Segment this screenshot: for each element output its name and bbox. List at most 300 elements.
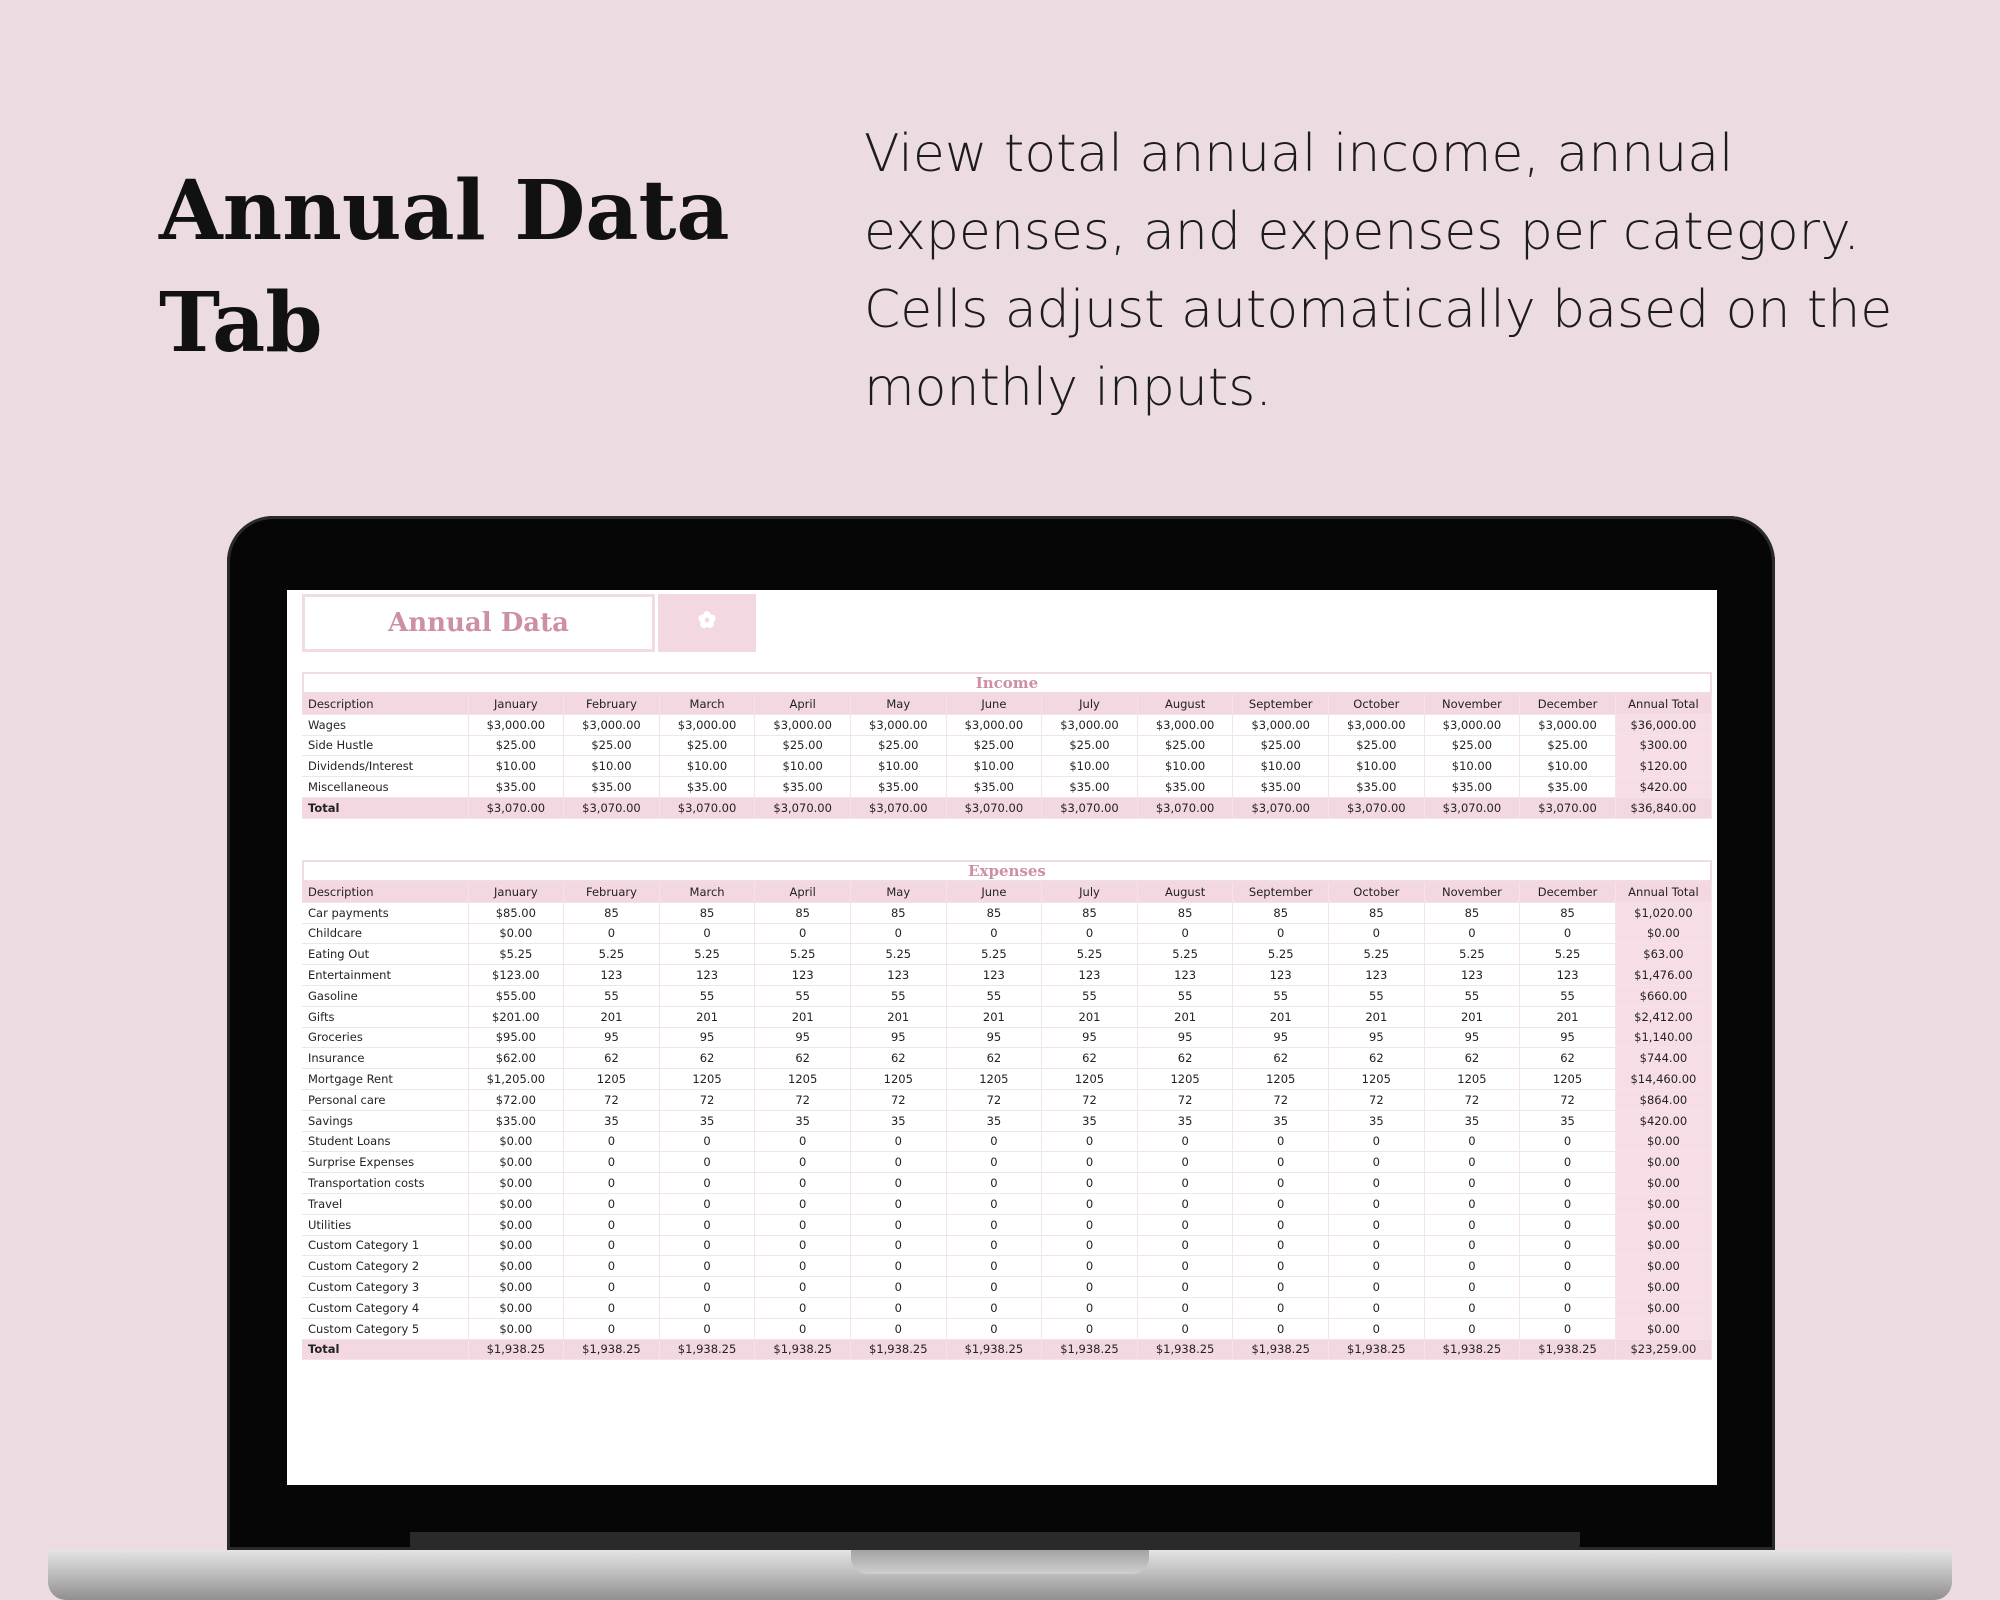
table-cell[interactable]: 123 xyxy=(1233,965,1329,986)
table-cell[interactable]: 85 xyxy=(1137,902,1233,923)
table-cell[interactable]: 0 xyxy=(850,1173,946,1194)
table-cell[interactable]: 123 xyxy=(1520,965,1616,986)
table-cell[interactable]: 0 xyxy=(850,1131,946,1152)
table-cell[interactable]: 0 xyxy=(564,1277,660,1298)
table-cell[interactable]: $10.00 xyxy=(1424,756,1520,777)
table-cell[interactable]: $25.00 xyxy=(755,735,851,756)
table-cell[interactable]: 0 xyxy=(564,1297,660,1318)
table-cell[interactable]: 62 xyxy=(1042,1048,1138,1069)
row-label[interactable]: Savings xyxy=(302,1110,468,1131)
row-label[interactable]: Custom Category 1 xyxy=(302,1235,468,1256)
table-cell[interactable]: $95.00 xyxy=(468,1027,564,1048)
table-cell[interactable]: $25.00 xyxy=(946,735,1042,756)
table-cell[interactable]: 1205 xyxy=(1329,1069,1425,1090)
total-cell[interactable]: $1,938.25 xyxy=(1520,1339,1616,1360)
row-label[interactable]: Gasoline xyxy=(302,985,468,1006)
table-cell[interactable]: $1,020.00 xyxy=(1615,902,1711,923)
total-cell[interactable]: $1,938.25 xyxy=(1329,1339,1425,1360)
row-label[interactable]: Utilities xyxy=(302,1214,468,1235)
total-cell[interactable]: $3,070.00 xyxy=(564,797,660,818)
table-cell[interactable]: $0.00 xyxy=(1615,923,1711,944)
table-cell[interactable]: 0 xyxy=(755,1214,851,1235)
total-cell[interactable]: $1,938.25 xyxy=(1233,1339,1329,1360)
table-cell[interactable]: 201 xyxy=(946,1006,1042,1027)
table-cell[interactable]: 0 xyxy=(850,923,946,944)
table-cell[interactable]: 72 xyxy=(755,1089,851,1110)
table-cell[interactable]: $0.00 xyxy=(468,1318,564,1339)
table-cell[interactable]: $35.00 xyxy=(468,777,564,798)
table-cell[interactable]: 85 xyxy=(1329,902,1425,923)
table-cell[interactable]: 72 xyxy=(659,1089,755,1110)
table-cell[interactable]: $5.25 xyxy=(468,944,564,965)
table-cell[interactable]: 123 xyxy=(1042,965,1138,986)
table-cell[interactable]: $0.00 xyxy=(1615,1152,1711,1173)
table-cell[interactable]: 72 xyxy=(850,1089,946,1110)
table-cell[interactable]: $0.00 xyxy=(468,1214,564,1235)
total-cell[interactable]: $3,070.00 xyxy=(659,797,755,818)
table-cell[interactable]: $35.00 xyxy=(1233,777,1329,798)
table-cell[interactable]: $0.00 xyxy=(468,1131,564,1152)
table-cell[interactable]: $10.00 xyxy=(850,756,946,777)
table-cell[interactable]: 0 xyxy=(1137,923,1233,944)
table-cell[interactable]: 0 xyxy=(659,1256,755,1277)
table-cell[interactable]: 0 xyxy=(1233,1318,1329,1339)
table-cell[interactable]: 0 xyxy=(1137,1173,1233,1194)
table-cell[interactable]: $0.00 xyxy=(1615,1131,1711,1152)
table-cell[interactable]: $3,000.00 xyxy=(1042,714,1138,735)
table-cell[interactable]: $14,460.00 xyxy=(1615,1069,1711,1090)
total-cell[interactable]: $1,938.25 xyxy=(659,1339,755,1360)
table-cell[interactable]: 0 xyxy=(1137,1235,1233,1256)
table-cell[interactable]: $123.00 xyxy=(468,965,564,986)
total-cell[interactable]: $1,938.25 xyxy=(755,1339,851,1360)
table-cell[interactable]: $35.00 xyxy=(850,777,946,798)
row-label[interactable]: Dividends/Interest xyxy=(302,756,468,777)
table-cell[interactable]: 0 xyxy=(755,1152,851,1173)
row-label[interactable]: Eating Out xyxy=(302,944,468,965)
table-cell[interactable]: $35.00 xyxy=(1137,777,1233,798)
table-cell[interactable]: 85 xyxy=(1233,902,1329,923)
table-cell[interactable]: 0 xyxy=(755,1131,851,1152)
table-cell[interactable]: 0 xyxy=(1137,1256,1233,1277)
table-cell[interactable]: $0.00 xyxy=(1615,1318,1711,1339)
table-cell[interactable]: 0 xyxy=(564,1318,660,1339)
table-cell[interactable]: 1205 xyxy=(1424,1069,1520,1090)
row-label[interactable]: Wages xyxy=(302,714,468,735)
table-cell[interactable]: 0 xyxy=(1233,1214,1329,1235)
table-cell[interactable]: 0 xyxy=(755,1297,851,1318)
table-cell[interactable]: $201.00 xyxy=(468,1006,564,1027)
table-cell[interactable]: $0.00 xyxy=(1615,1173,1711,1194)
total-cell[interactable]: $23,259.00 xyxy=(1615,1339,1711,1360)
table-cell[interactable]: $0.00 xyxy=(1615,1277,1711,1298)
total-cell[interactable]: $3,070.00 xyxy=(1042,797,1138,818)
table-cell[interactable]: 0 xyxy=(659,1318,755,1339)
table-cell[interactable]: 62 xyxy=(850,1048,946,1069)
row-label[interactable]: Miscellaneous xyxy=(302,777,468,798)
row-label[interactable]: Side Hustle xyxy=(302,735,468,756)
total-cell[interactable]: $1,938.25 xyxy=(1042,1339,1138,1360)
table-cell[interactable]: 0 xyxy=(1520,1256,1616,1277)
table-cell[interactable]: 201 xyxy=(1329,1006,1425,1027)
table-cell[interactable]: 85 xyxy=(755,902,851,923)
table-cell[interactable]: $3,000.00 xyxy=(1137,714,1233,735)
table-cell[interactable]: 0 xyxy=(1520,1297,1616,1318)
table-cell[interactable]: 0 xyxy=(1424,923,1520,944)
table-cell[interactable]: $10.00 xyxy=(1137,756,1233,777)
table-cell[interactable]: 0 xyxy=(755,1256,851,1277)
table-cell[interactable]: $10.00 xyxy=(946,756,1042,777)
table-cell[interactable]: 0 xyxy=(1520,1152,1616,1173)
table-cell[interactable]: $0.00 xyxy=(1615,1214,1711,1235)
table-cell[interactable]: 201 xyxy=(1424,1006,1520,1027)
table-cell[interactable]: 201 xyxy=(1137,1006,1233,1027)
table-cell[interactable]: $10.00 xyxy=(1329,756,1425,777)
table-cell[interactable]: 123 xyxy=(850,965,946,986)
total-cell[interactable]: $1,938.25 xyxy=(946,1339,1042,1360)
row-label[interactable]: Personal care xyxy=(302,1089,468,1110)
table-cell[interactable]: 0 xyxy=(1233,1235,1329,1256)
total-cell[interactable]: $3,070.00 xyxy=(755,797,851,818)
row-label[interactable]: Insurance xyxy=(302,1048,468,1069)
total-cell[interactable]: $3,070.00 xyxy=(946,797,1042,818)
table-cell[interactable]: 0 xyxy=(1042,1193,1138,1214)
table-cell[interactable]: $35.00 xyxy=(1520,777,1616,798)
table-cell[interactable]: $35.00 xyxy=(564,777,660,798)
table-cell[interactable]: 0 xyxy=(1520,1277,1616,1298)
table-cell[interactable]: 95 xyxy=(659,1027,755,1048)
table-cell[interactable]: 0 xyxy=(1137,1277,1233,1298)
table-cell[interactable]: $744.00 xyxy=(1615,1048,1711,1069)
row-label[interactable]: Transportation costs xyxy=(302,1173,468,1194)
row-label[interactable]: Surprise Expenses xyxy=(302,1152,468,1173)
table-cell[interactable]: 0 xyxy=(946,923,1042,944)
table-cell[interactable]: 85 xyxy=(659,902,755,923)
table-cell[interactable]: 0 xyxy=(850,1256,946,1277)
table-cell[interactable]: 0 xyxy=(564,1131,660,1152)
row-label[interactable]: Groceries xyxy=(302,1027,468,1048)
table-cell[interactable]: $420.00 xyxy=(1615,777,1711,798)
total-cell[interactable]: $3,070.00 xyxy=(1233,797,1329,818)
total-cell[interactable]: $1,938.25 xyxy=(850,1339,946,1360)
table-cell[interactable]: 85 xyxy=(564,902,660,923)
total-cell[interactable]: $3,070.00 xyxy=(1137,797,1233,818)
row-label[interactable]: Custom Category 2 xyxy=(302,1256,468,1277)
table-cell[interactable]: 0 xyxy=(755,1173,851,1194)
table-cell[interactable]: 0 xyxy=(946,1235,1042,1256)
table-cell[interactable]: 0 xyxy=(1329,1277,1425,1298)
table-cell[interactable]: 72 xyxy=(1520,1089,1616,1110)
table-cell[interactable]: 55 xyxy=(1137,985,1233,1006)
table-cell[interactable]: 0 xyxy=(1137,1152,1233,1173)
table-cell[interactable]: $0.00 xyxy=(468,1256,564,1277)
table-cell[interactable]: $3,000.00 xyxy=(468,714,564,735)
table-cell[interactable]: 0 xyxy=(1329,1297,1425,1318)
table-cell[interactable]: 0 xyxy=(1424,1235,1520,1256)
table-cell[interactable]: 0 xyxy=(946,1297,1042,1318)
row-label[interactable]: Custom Category 3 xyxy=(302,1277,468,1298)
table-cell[interactable]: $3,000.00 xyxy=(1520,714,1616,735)
table-cell[interactable]: 55 xyxy=(659,985,755,1006)
table-cell[interactable]: 55 xyxy=(755,985,851,1006)
table-cell[interactable]: 55 xyxy=(1424,985,1520,1006)
total-cell[interactable]: $1,938.25 xyxy=(468,1339,564,1360)
table-cell[interactable]: 72 xyxy=(1424,1089,1520,1110)
table-cell[interactable]: 0 xyxy=(1233,923,1329,944)
table-cell[interactable]: 0 xyxy=(755,1193,851,1214)
total-cell[interactable]: $3,070.00 xyxy=(1329,797,1425,818)
table-cell[interactable]: 123 xyxy=(946,965,1042,986)
table-cell[interactable]: 0 xyxy=(659,1297,755,1318)
table-cell[interactable]: 0 xyxy=(1520,1214,1616,1235)
table-cell[interactable]: 0 xyxy=(1137,1214,1233,1235)
table-cell[interactable]: $420.00 xyxy=(1615,1110,1711,1131)
table-cell[interactable]: 0 xyxy=(1424,1214,1520,1235)
table-cell[interactable]: 0 xyxy=(1042,1131,1138,1152)
table-cell[interactable]: 0 xyxy=(1042,1152,1138,1173)
table-cell[interactable]: $3,000.00 xyxy=(564,714,660,735)
table-cell[interactable]: $25.00 xyxy=(564,735,660,756)
table-cell[interactable]: 95 xyxy=(1329,1027,1425,1048)
table-cell[interactable]: 72 xyxy=(1329,1089,1425,1110)
table-cell[interactable]: 95 xyxy=(850,1027,946,1048)
row-label[interactable]: Entertainment xyxy=(302,965,468,986)
total-cell[interactable]: $3,070.00 xyxy=(1520,797,1616,818)
table-cell[interactable]: 5.25 xyxy=(1424,944,1520,965)
table-cell[interactable]: 0 xyxy=(659,1131,755,1152)
table-cell[interactable]: 72 xyxy=(946,1089,1042,1110)
table-cell[interactable]: $62.00 xyxy=(468,1048,564,1069)
table-cell[interactable]: 35 xyxy=(946,1110,1042,1131)
table-cell[interactable]: 0 xyxy=(1042,1297,1138,1318)
table-cell[interactable]: $3,000.00 xyxy=(946,714,1042,735)
table-cell[interactable]: 0 xyxy=(1233,1297,1329,1318)
total-cell[interactable]: $3,070.00 xyxy=(1424,797,1520,818)
table-cell[interactable]: 35 xyxy=(1042,1110,1138,1131)
table-cell[interactable]: 95 xyxy=(1520,1027,1616,1048)
table-cell[interactable]: $1,476.00 xyxy=(1615,965,1711,986)
total-cell[interactable]: $3,070.00 xyxy=(468,797,564,818)
table-cell[interactable]: $63.00 xyxy=(1615,944,1711,965)
table-cell[interactable]: 0 xyxy=(1329,1318,1425,1339)
table-cell[interactable]: $10.00 xyxy=(659,756,755,777)
table-cell[interactable]: 0 xyxy=(850,1318,946,1339)
table-cell[interactable]: 201 xyxy=(1520,1006,1616,1027)
table-cell[interactable]: $0.00 xyxy=(1615,1256,1711,1277)
table-cell[interactable]: 5.25 xyxy=(946,944,1042,965)
table-cell[interactable]: $3,000.00 xyxy=(1233,714,1329,735)
table-cell[interactable]: $55.00 xyxy=(468,985,564,1006)
table-cell[interactable]: 55 xyxy=(946,985,1042,1006)
table-cell[interactable]: 0 xyxy=(946,1131,1042,1152)
table-cell[interactable]: $3,000.00 xyxy=(1329,714,1425,735)
table-cell[interactable]: 123 xyxy=(564,965,660,986)
table-cell[interactable]: $25.00 xyxy=(1520,735,1616,756)
table-cell[interactable]: 95 xyxy=(564,1027,660,1048)
table-cell[interactable]: 35 xyxy=(659,1110,755,1131)
table-cell[interactable]: 0 xyxy=(1233,1152,1329,1173)
table-cell[interactable]: 5.25 xyxy=(755,944,851,965)
total-label[interactable]: Total xyxy=(302,797,468,818)
table-cell[interactable]: 0 xyxy=(850,1297,946,1318)
table-cell[interactable]: 0 xyxy=(1042,1318,1138,1339)
table-cell[interactable]: 0 xyxy=(1233,1256,1329,1277)
table-cell[interactable]: 201 xyxy=(1042,1006,1138,1027)
table-cell[interactable]: 1205 xyxy=(850,1069,946,1090)
table-cell[interactable]: $1,140.00 xyxy=(1615,1027,1711,1048)
table-cell[interactable]: $120.00 xyxy=(1615,756,1711,777)
table-cell[interactable]: 0 xyxy=(946,1193,1042,1214)
table-cell[interactable]: 0 xyxy=(1137,1193,1233,1214)
table-cell[interactable]: 0 xyxy=(659,1214,755,1235)
table-cell[interactable]: $1,205.00 xyxy=(468,1069,564,1090)
table-cell[interactable]: 0 xyxy=(659,1152,755,1173)
table-cell[interactable]: 0 xyxy=(1424,1256,1520,1277)
table-cell[interactable]: 0 xyxy=(1424,1193,1520,1214)
table-cell[interactable]: 0 xyxy=(1424,1131,1520,1152)
table-cell[interactable]: 0 xyxy=(1137,1131,1233,1152)
table-cell[interactable]: 35 xyxy=(755,1110,851,1131)
table-cell[interactable]: 0 xyxy=(755,923,851,944)
table-cell[interactable]: 5.25 xyxy=(1042,944,1138,965)
table-cell[interactable]: 1205 xyxy=(1137,1069,1233,1090)
table-cell[interactable]: 35 xyxy=(1520,1110,1616,1131)
table-cell[interactable]: 35 xyxy=(1137,1110,1233,1131)
table-cell[interactable]: 0 xyxy=(564,923,660,944)
table-cell[interactable]: $35.00 xyxy=(755,777,851,798)
table-cell[interactable]: 0 xyxy=(659,1193,755,1214)
row-label[interactable]: Travel xyxy=(302,1193,468,1214)
table-cell[interactable]: 1205 xyxy=(946,1069,1042,1090)
table-cell[interactable]: 0 xyxy=(946,1318,1042,1339)
table-cell[interactable]: 0 xyxy=(1233,1173,1329,1194)
table-cell[interactable]: $0.00 xyxy=(468,1193,564,1214)
table-cell[interactable]: 0 xyxy=(850,1214,946,1235)
total-cell[interactable]: $1,938.25 xyxy=(1137,1339,1233,1360)
table-cell[interactable]: 0 xyxy=(1233,1193,1329,1214)
table-cell[interactable]: 0 xyxy=(1329,1173,1425,1194)
table-cell[interactable]: 0 xyxy=(946,1277,1042,1298)
table-cell[interactable]: 0 xyxy=(1424,1318,1520,1339)
table-cell[interactable]: 0 xyxy=(564,1235,660,1256)
row-label[interactable]: Childcare xyxy=(302,923,468,944)
table-cell[interactable]: 201 xyxy=(1233,1006,1329,1027)
table-cell[interactable]: 35 xyxy=(564,1110,660,1131)
table-cell[interactable]: $25.00 xyxy=(1424,735,1520,756)
table-cell[interactable]: 0 xyxy=(946,1256,1042,1277)
table-cell[interactable]: 5.25 xyxy=(1233,944,1329,965)
table-cell[interactable]: 0 xyxy=(1329,1152,1425,1173)
table-cell[interactable]: 123 xyxy=(755,965,851,986)
row-label[interactable]: Mortgage Rent xyxy=(302,1069,468,1090)
table-cell[interactable]: 5.25 xyxy=(1329,944,1425,965)
table-cell[interactable]: 62 xyxy=(946,1048,1042,1069)
total-cell[interactable]: $1,938.25 xyxy=(1424,1339,1520,1360)
table-cell[interactable]: $10.00 xyxy=(1042,756,1138,777)
table-cell[interactable]: 0 xyxy=(1042,923,1138,944)
table-cell[interactable]: 0 xyxy=(1233,1131,1329,1152)
table-cell[interactable]: $25.00 xyxy=(1329,735,1425,756)
table-cell[interactable]: 0 xyxy=(564,1173,660,1194)
table-cell[interactable]: 62 xyxy=(1329,1048,1425,1069)
table-cell[interactable]: 0 xyxy=(1520,1193,1616,1214)
table-cell[interactable]: $10.00 xyxy=(468,756,564,777)
table-cell[interactable]: 0 xyxy=(1520,1131,1616,1152)
table-cell[interactable]: 1205 xyxy=(1233,1069,1329,1090)
table-cell[interactable]: $25.00 xyxy=(468,735,564,756)
table-cell[interactable]: 95 xyxy=(755,1027,851,1048)
table-cell[interactable]: $0.00 xyxy=(468,923,564,944)
table-cell[interactable]: 0 xyxy=(1424,1297,1520,1318)
table-cell[interactable]: 0 xyxy=(1329,923,1425,944)
table-cell[interactable]: 62 xyxy=(755,1048,851,1069)
table-cell[interactable]: 0 xyxy=(1137,1318,1233,1339)
table-cell[interactable]: 0 xyxy=(850,1235,946,1256)
table-cell[interactable]: 0 xyxy=(659,1235,755,1256)
table-cell[interactable]: $25.00 xyxy=(1137,735,1233,756)
table-cell[interactable]: 1205 xyxy=(1042,1069,1138,1090)
table-cell[interactable]: 85 xyxy=(1520,902,1616,923)
table-cell[interactable]: 55 xyxy=(850,985,946,1006)
table-cell[interactable]: 1205 xyxy=(755,1069,851,1090)
table-cell[interactable]: 5.25 xyxy=(564,944,660,965)
table-cell[interactable]: $0.00 xyxy=(468,1277,564,1298)
table-cell[interactable]: 62 xyxy=(564,1048,660,1069)
table-cell[interactable]: 62 xyxy=(1233,1048,1329,1069)
table-cell[interactable]: 62 xyxy=(1137,1048,1233,1069)
table-cell[interactable]: $660.00 xyxy=(1615,985,1711,1006)
table-cell[interactable]: 201 xyxy=(850,1006,946,1027)
table-cell[interactable]: 1205 xyxy=(1520,1069,1616,1090)
total-label[interactable]: Total xyxy=(302,1339,468,1360)
table-cell[interactable]: $72.00 xyxy=(468,1089,564,1110)
table-cell[interactable]: $25.00 xyxy=(850,735,946,756)
table-cell[interactable]: $35.00 xyxy=(946,777,1042,798)
table-cell[interactable]: $3,000.00 xyxy=(659,714,755,735)
table-cell[interactable]: 0 xyxy=(659,1277,755,1298)
table-cell[interactable]: $0.00 xyxy=(1615,1235,1711,1256)
table-cell[interactable]: 85 xyxy=(850,902,946,923)
table-cell[interactable]: 55 xyxy=(564,985,660,1006)
table-cell[interactable]: 62 xyxy=(1424,1048,1520,1069)
table-cell[interactable]: 0 xyxy=(564,1152,660,1173)
table-cell[interactable]: 1205 xyxy=(659,1069,755,1090)
table-cell[interactable]: 0 xyxy=(1042,1214,1138,1235)
table-cell[interactable]: $25.00 xyxy=(1233,735,1329,756)
table-cell[interactable]: 72 xyxy=(1042,1089,1138,1110)
table-cell[interactable]: $2,412.00 xyxy=(1615,1006,1711,1027)
table-cell[interactable]: 201 xyxy=(564,1006,660,1027)
table-cell[interactable]: 72 xyxy=(1137,1089,1233,1110)
table-cell[interactable]: 55 xyxy=(1329,985,1425,1006)
table-cell[interactable]: 0 xyxy=(1424,1277,1520,1298)
table-cell[interactable]: $10.00 xyxy=(755,756,851,777)
table-cell[interactable]: 0 xyxy=(1137,1297,1233,1318)
table-cell[interactable]: 0 xyxy=(1329,1256,1425,1277)
table-cell[interactable]: $35.00 xyxy=(1424,777,1520,798)
table-cell[interactable]: 0 xyxy=(946,1173,1042,1194)
table-cell[interactable]: $35.00 xyxy=(1329,777,1425,798)
table-cell[interactable]: $0.00 xyxy=(468,1152,564,1173)
total-cell[interactable]: $3,070.00 xyxy=(850,797,946,818)
table-cell[interactable]: 0 xyxy=(755,1318,851,1339)
row-label[interactable]: Gifts xyxy=(302,1006,468,1027)
table-cell[interactable]: 0 xyxy=(755,1277,851,1298)
table-cell[interactable]: 0 xyxy=(564,1256,660,1277)
table-cell[interactable]: $10.00 xyxy=(564,756,660,777)
table-cell[interactable]: 0 xyxy=(1329,1235,1425,1256)
table-cell[interactable]: 0 xyxy=(1042,1173,1138,1194)
